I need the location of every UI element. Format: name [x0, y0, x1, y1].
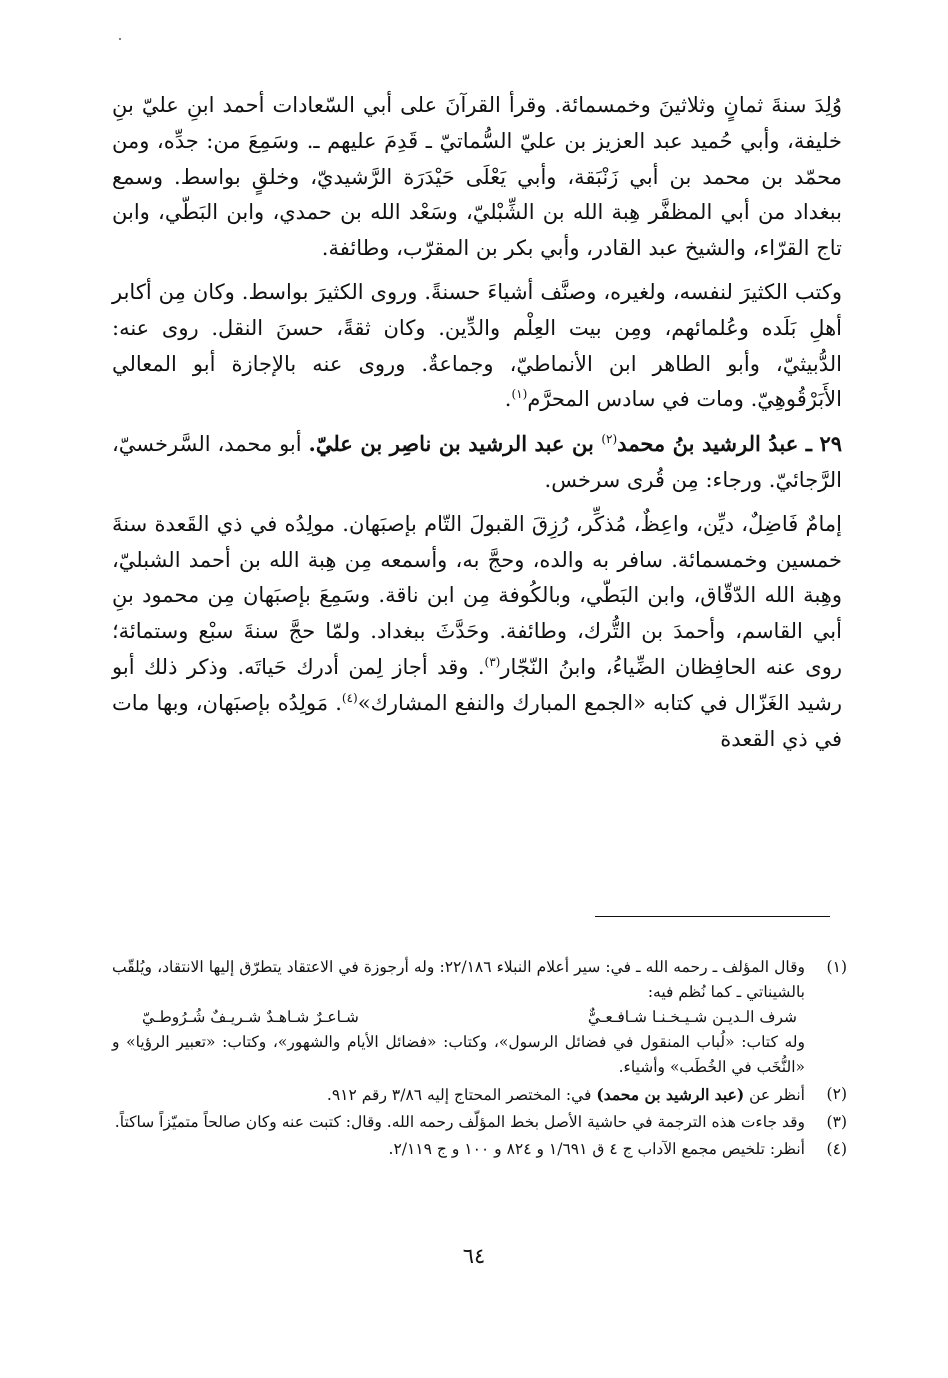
footnote-text: وقال المؤلف ـ رحمه الله ـ في: سير أعلام النبلاء ٢٢/١٨٦: وله أرجوزة في الاعتقاد يتطرّق إليها الانتقاد، ويُلقّب بالشيناتي ـ كما نُظم فيه: [112, 958, 805, 1001]
footnote-body: وقد جاءت هذه الترجمة في حاشية الأصل بخط المؤلّف رحمه الله. وقال: كتبت عنه وكان صالحاً متميّزاً ساكتاً. [114, 1113, 805, 1131]
paragraph-end: . [504, 387, 512, 412]
paragraph-text: وكتب الكثيرَ لنفسه، ولغيره، وصنَّف أشياءَ حسنةً. وروى الكثيرَ بواسط. وكان مِن أكابر أهلِ بَلَده وعُلمائهم، ومِن بيت العِلْم والدِّين. وكان ثقةً، حسنَ النقل. روى عنه: الدُّبيثيّ، وأبو الطاهر ابن الأنماطيّ، وجماعةٌ. وروى عنه بالإجازة أبو المعالي الأَبَرْقُوهِيّ. ومات في سادس المحرَّم [112, 279, 842, 412]
footnote-4 [112, 1137, 847, 1162]
footnote-1 [112, 955, 847, 1080]
footnote-ref-1[interactable]: (١) [511, 387, 528, 402]
main-text [112, 88, 842, 757]
footnote-number: (٣) [826, 1113, 847, 1131]
footnote-3 [112, 1110, 847, 1135]
paragraph-birth-and-teachers: وُلِدَ سنةَ ثمانٍ وثلاثينَ وخمسمائة. وقرأ القرآنَ على أبي السّعادات أحمد ابنِ عليّ بنِ خليفة، وأبي حُميد عبد العزيز بن عليّ السُّماتيّ ـ قَدِمَ عليهم ـ. وسَمِعَ من: جدِّه، ومن محمّد بن محمد بن أبي زَنْبَقة، وأبي يَعْلَى حَيْدَرَة الرَّشيديّ، وخلقٍ بواسط. وسمع ببغداد من أبي المظفَّر هِبة الله بن الشِّبْليّ، وسَعْد الله بن حمدي، وابن البَطّي، وابن تاج القرّاء، والشيخ عبد القادر، وأبي بكر بن المقرّب، وطائفة. [112, 93, 842, 261]
footnote-text-continued: وله كتاب: «لُباب المنقول في فضائل الرسول»، وكتاب: «فضائل الأيام والشهور»، وكتاب: «تعبير الرؤيا» و «النُّخَب في الخُطَب» وأشياء. [112, 1033, 805, 1076]
footnote-body [112, 1082, 805, 1108]
page-number: ٦٤ [462, 1244, 486, 1268]
paragraph-text-cont: . وقد أجاز لِمن أدرك حَياتَه. وذكر ذلك أبو رشيد الغَزّال في كتابه «الجمع المبارك والنفع المشارك» [112, 654, 842, 715]
verse-line [112, 1005, 805, 1030]
paragraph-writings-and-death [112, 275, 842, 418]
footnote-ref-3[interactable]: (٣) [484, 654, 501, 669]
footnote-ref-4[interactable]: (٤) [341, 690, 358, 705]
paragraph-biography [112, 507, 842, 758]
entry-29-heading-paragraph [112, 426, 842, 499]
footnotes [112, 955, 847, 1164]
paragraph-text: إمامٌ فَاضِلٌ، ديِّن، واعِظٌ، مُذكِّر، رُزِقَ القبولَ التّام بإصبَهان. مولِدُه في ذي القَعدة سنةَ خمسين وخمسمائة. سافر به والده، وحجَّ به، وأسمعه مِن هِبة الله بن أحمد الشبليّ، وهِبة الله الدّقّاق، وابن البَطّي، وبالكُوفة مِن ابن ناقة. وسَمِعَ بإصبَهان مِن محمود بنِ أبي القاسم، وأحمدَ بن التُّرك، وطائفة. وحَدَّثَ ببغداد. ولمّا حجَّ سنةَ سبْع وستمائة؛ روى عنه الحافِظان الضِّياءُ، وابنُ النّجّار [112, 511, 842, 679]
footnote-bold-name: (عبد الرشيد بن محمد) [596, 1085, 745, 1104]
verse-second-hemistich: شـاعـرٌ شـاهـدٌ شـريـفٌ شُـرُوطـيّ [142, 1008, 359, 1026]
verse-first-hemistich: شرف الـديـن شـيـخـنـا شـافـعـيٌّ [587, 1008, 797, 1026]
footnote-number: (١) [826, 958, 847, 976]
footnote-text: أنظر عن [744, 1086, 805, 1104]
footnote-number: (٢) [826, 1085, 847, 1103]
entry-29-name: ٢٩ ـ عبدُ الرشيد بنُ محمد [617, 431, 842, 457]
entry-29-kunya: أبو محمد، السَّرخسيّ، الرَّجائيّ. ورجاء: مِن قُرى سرخس. [112, 432, 842, 492]
scan-speck [119, 38, 121, 40]
footnote-divider [595, 916, 830, 917]
paragraph-text-end: . مَولِدُه بإصبَهان، وبها مات في ذي القعدة [112, 690, 842, 751]
entry-29-lineage: بن عبد الرشيد بن ناصِر بن عليّ. [308, 431, 602, 457]
footnote-body [112, 955, 805, 1080]
footnote-text-end: في: المختصر المحتاج إليه ٣/٨٦ رقم ٩١٢. [326, 1086, 597, 1104]
footnote-number: (٤) [826, 1140, 847, 1158]
footnote-ref-2[interactable]: (٢) [601, 432, 618, 447]
footnote-2 [112, 1082, 847, 1108]
footnote-body: أنظر: تلخيص مجمع الآداب ج ٤ ق ١/٦٩١ و ٨٢٤ و ١٠٠ و ج ٢/١١٩. [388, 1140, 805, 1158]
